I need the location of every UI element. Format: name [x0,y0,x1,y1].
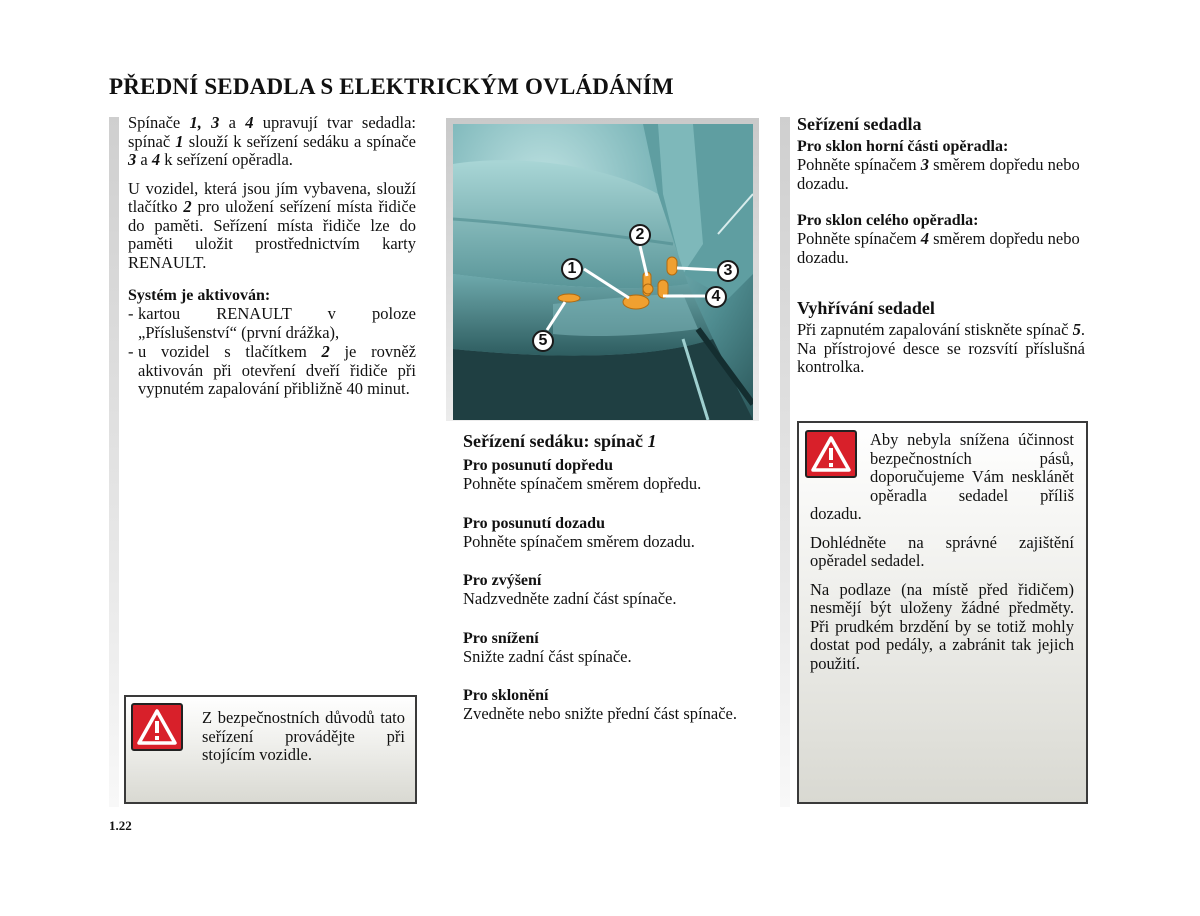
list-item: Pro snížení Snižte zadní část spínače. [463,629,632,666]
right-column [797,113,1085,387]
callout-4: 4 [705,286,727,308]
memory-paragraph: U vozidel, která jsou jím vybavena, slouží tlačítko 2 pro uložení seřízení místa řidiče do paměti. Seřízení místa řidiče lze do paměti uložit prostřednictvím karty RENAULT. [128,178,416,272]
seat-settings-heading: Seřízení sedadla [797,114,922,134]
upper-backrest-subheading: Pro sklon horní části opěradla: [797,138,1009,155]
right-warning-box [797,421,1088,804]
list-item: Pro zvýšení Nadzvedněte zadní část spínače. [463,572,677,608]
whole-backrest-subheading: Pro sklon celého opěradla: [797,212,979,229]
list-item: Pro sklonění Zvedněte nebo snižte přední část spínače. [463,687,737,723]
icon-spacer [810,431,870,487]
warning-paragraph-1: Aby nebyla snížena účinnost bezpečnostních pásů, doporučujeme Vám nesklánět opěradla sedadel příliš dozadu. [810,430,1074,523]
page-title: PŘEDNÍ SEDADLA S ELEKTRICKÝM OVLÁDÁNÍM [109,74,674,99]
list-item: - u vozidel s tlačítkem 2 je rovněž aktivován při otevření dveří řidiče při vypnutém zapalování přibližně 40 minut. [128,342,416,398]
seat-adjust-heading: Seřízení sedáku: spínač 1 [463,431,657,451]
left-warning-text: Z bezpečnostních důvodů tato seřízení provádějte při stojícím vozidle. [202,708,405,764]
whole-backrest-text: Pohněte spínačem 4 směrem dopředu nebo dozadu. [797,229,1080,267]
warning-triangle-icon [131,703,183,751]
left-warning-box [124,695,417,804]
seat-heating-text: Při zapnutém zapalování stiskněte spínač 5. Na přístrojové desce se rozsvítí příslušná kontrolka. [797,320,1085,376]
callout-2: 2 [629,224,651,246]
seat-controls-photo [453,124,753,420]
warning-paragraph-2: Dohlédněte na správné zajištění opěradel sedadel. [810,532,1074,570]
right-warning-text [810,431,1074,673]
callout-5: 5 [532,330,554,352]
warning-paragraph-3: Na podlaze (na místě před řidičem) nesmějí být uloženy žádné předměty. Při prudkém brzdění by se totiž mohly dostat pod pedály, a zabránit tak jejich použití. [810,579,1074,673]
list-item: Pro posunutí dopředu Pohněte spínačem směrem dopředu. [463,457,702,493]
seat-heating-heading: Vyhřívání sedadel [797,298,935,318]
upper-backrest-text: Pohněte spínačem 3 směrem dopředu nebo dozadu. [797,155,1080,193]
seat-adjust-sections [463,456,752,724]
middle-column [463,430,752,724]
activated-list [128,305,416,399]
left-column-bar [109,117,119,807]
left-column [128,114,416,400]
right-column-bar [780,117,790,807]
list-item: Pro posunutí dozadu Pohněte spínačem směrem dozadu. [463,514,695,551]
page-number: 1.22 [109,818,132,833]
activated-heading: Systém je aktivován: [128,287,271,304]
intro-paragraph: Spínače 1, 3 a 4 upravují tvar sedadla: spínač 1 slouží k seřízení sedáku a spínače 3 a 4 k seřízení opěradla. [128,113,416,169]
callout-3: 3 [717,260,739,282]
list-item: - kartou RENAULT v poloze „Příslušenství“ (první drážka), [128,304,416,342]
seat-illustration [453,124,753,420]
callout-1: 1 [561,258,583,280]
